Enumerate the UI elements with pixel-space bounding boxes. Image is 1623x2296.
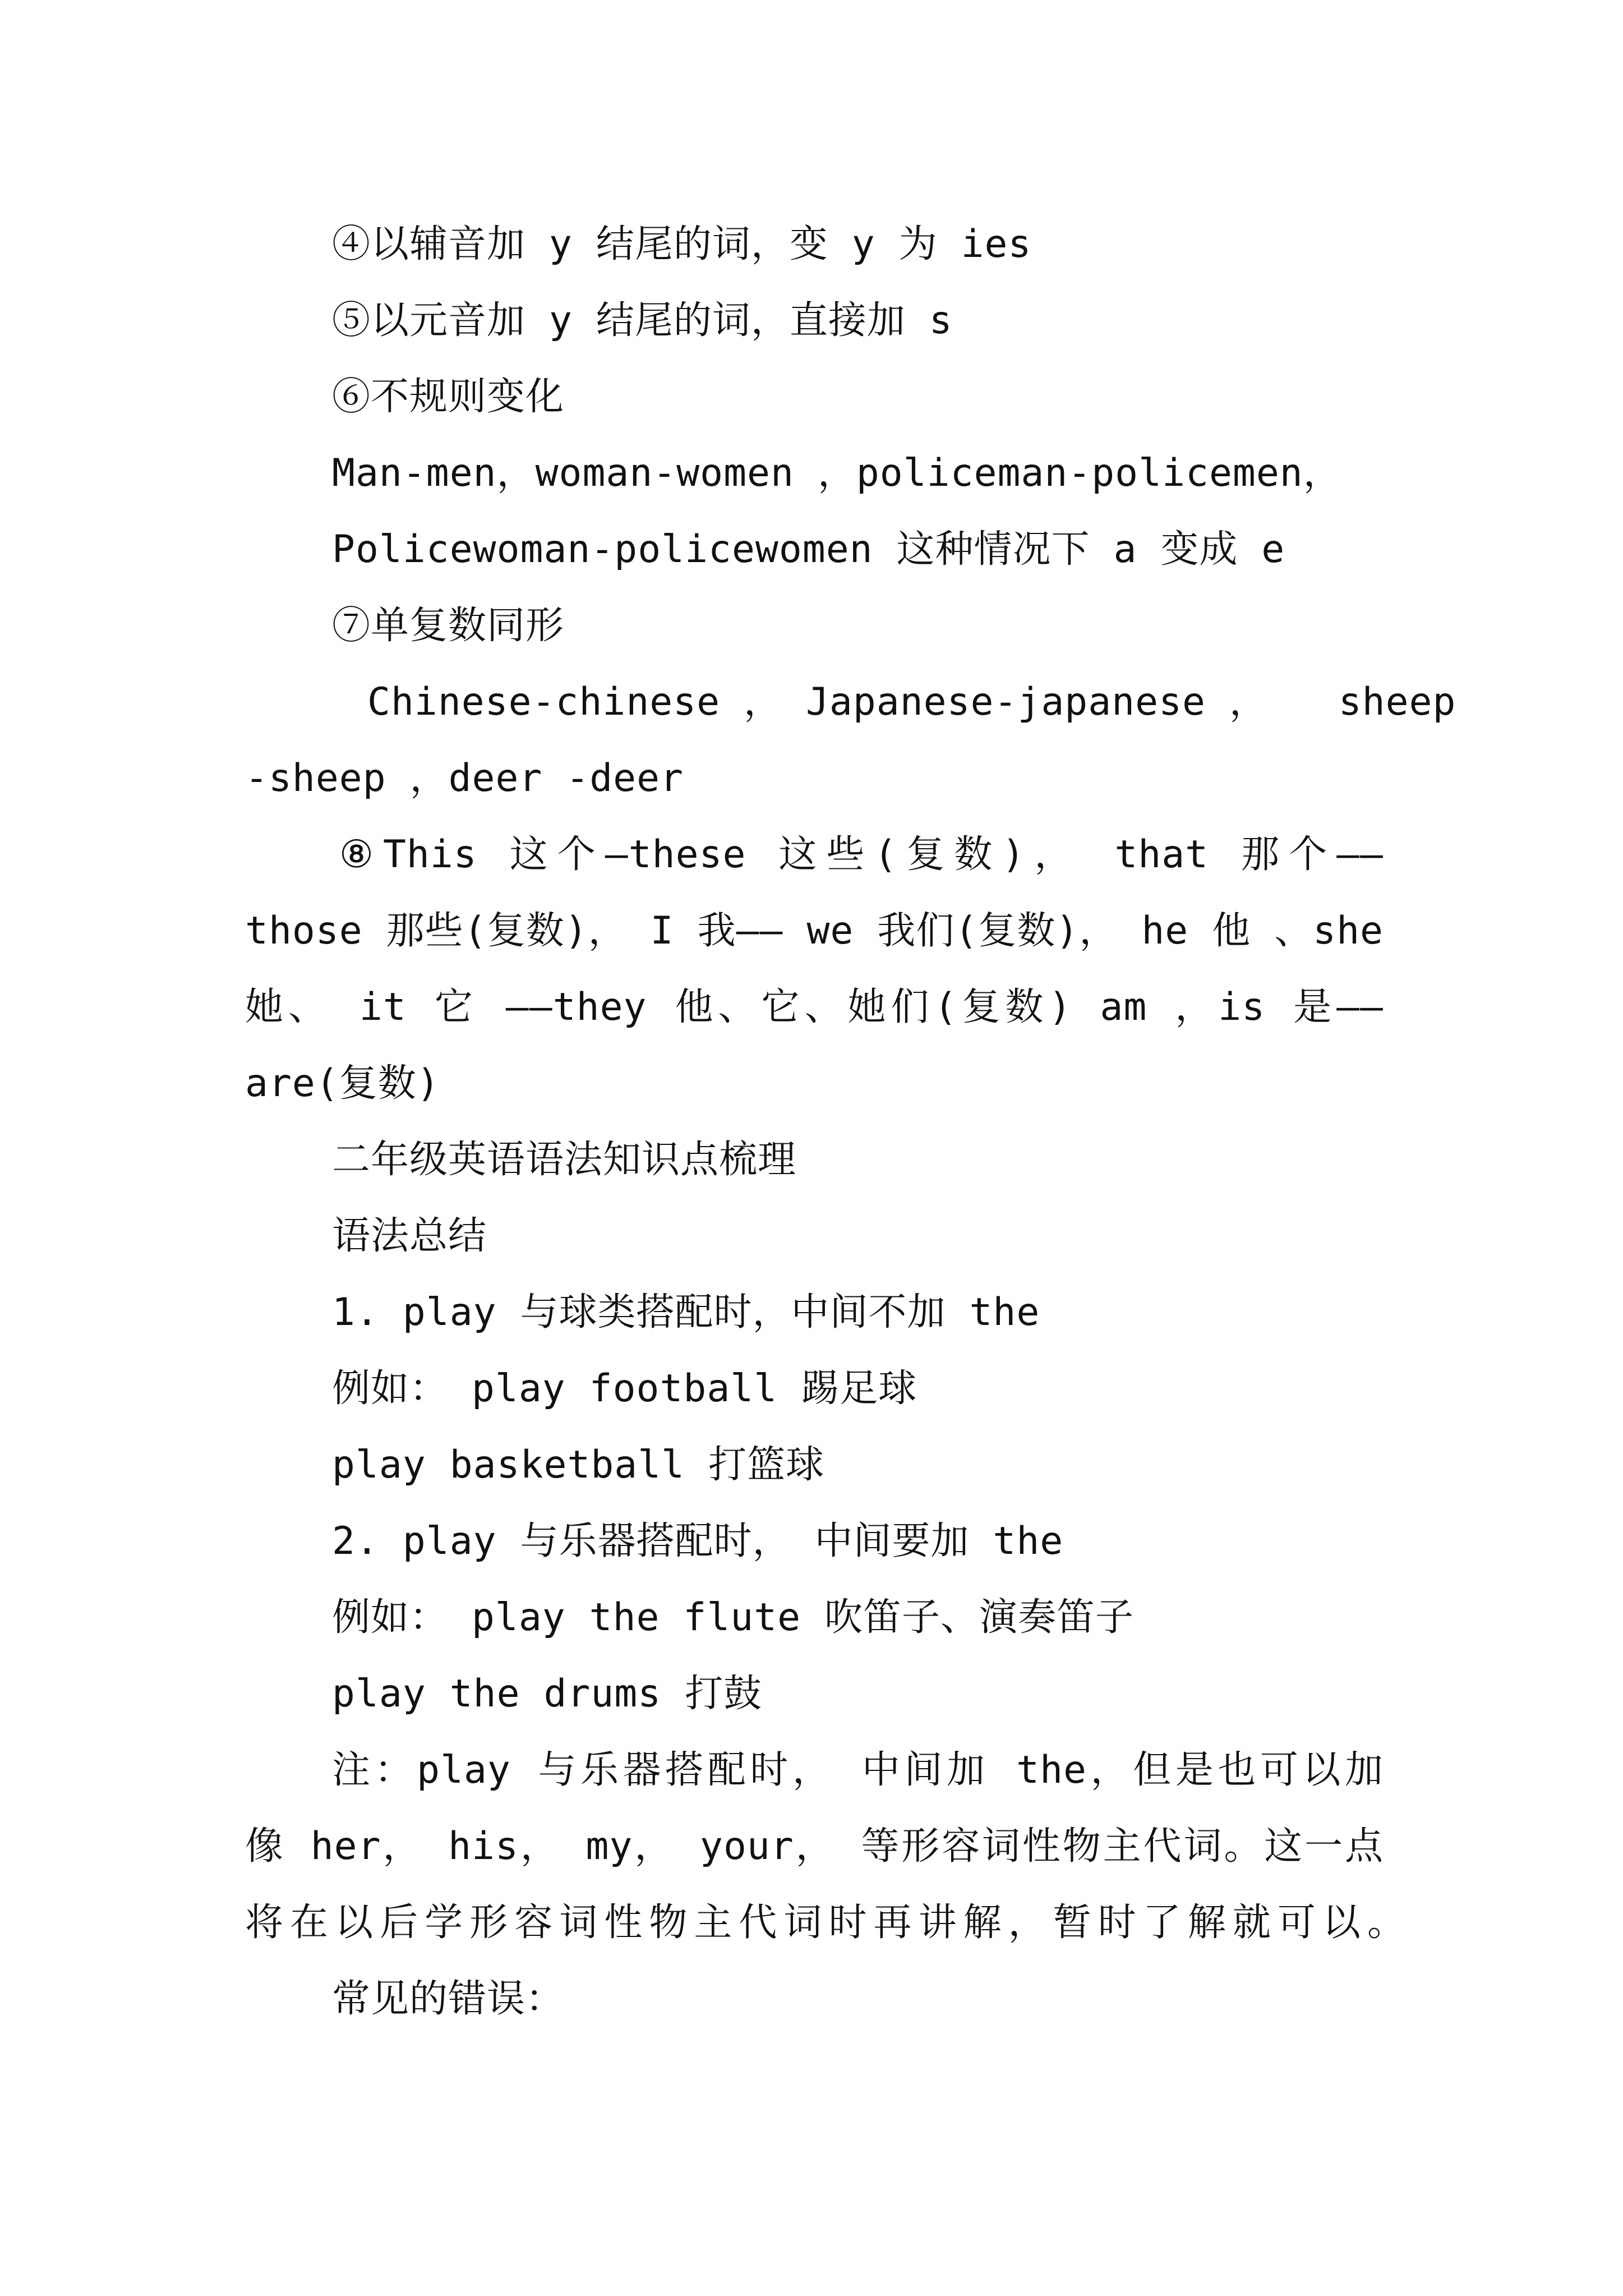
text-line: 1. play 与球类搭配时，中间不加 the bbox=[332, 1290, 1040, 1335]
text-line: Chinese-chinese ， Japanese-japanese ， sheep bbox=[367, 680, 1456, 724]
text-line: ⑧This 这个—these 这些(复数)， that 那个—— bbox=[339, 832, 1384, 877]
subsection-heading: 语法总结 bbox=[332, 1214, 487, 1258]
text-line: ⑦单复数同形 bbox=[332, 604, 565, 648]
text-line: those 那些(复数)， I 我—— we 我们(复数)， he 他 、she bbox=[245, 909, 1384, 953]
text-line: play the drums 打鼓 bbox=[332, 1672, 763, 1716]
text-line: 注：play 与乐器搭配时， 中间加 the，但是也可以加 bbox=[332, 1748, 1384, 1792]
text-line: Policewoman-policewomen 这种情况下 a 变成 e bbox=[332, 527, 1285, 572]
text-line: ⑤以元音加 y 结尾的词，直接加 s bbox=[332, 298, 953, 343]
text-line: 2. play 与乐器搭配时， 中间要加 the bbox=[332, 1519, 1064, 1563]
text-line: 她、 it 它 ——they 他、它、她们(复数) am ，is 是—— bbox=[245, 985, 1384, 1029]
text-line: 常见的错误： bbox=[332, 1977, 565, 2021]
text-line: 像 her， his， my， your， 等形容词性物主代词。这一点 bbox=[245, 1824, 1384, 1869]
text-line: 例如： play football 踢足球 bbox=[332, 1366, 917, 1411]
text-line: play basketball 打篮球 bbox=[332, 1443, 825, 1487]
section-heading: 二年级英语语法知识点梳理 bbox=[332, 1138, 797, 1182]
text-line: ④以辅音加 y 结尾的词，变 y 为 ies bbox=[332, 222, 1032, 266]
text-line: Man-men，woman-women ，policeman-policemen， bbox=[332, 451, 1342, 495]
text-line: are(复数) bbox=[245, 1061, 440, 1106]
text-line: 例如： play the flute 吹笛子、演奏笛子 bbox=[332, 1595, 1135, 1640]
text-line: 将在以后学形容词性物主代词时再讲解，暂时了解就可以。 bbox=[245, 1901, 1406, 1945]
text-line: -sheep ，deer -deer bbox=[245, 756, 684, 800]
text-line: ⑥不规则变化 bbox=[332, 375, 565, 419]
